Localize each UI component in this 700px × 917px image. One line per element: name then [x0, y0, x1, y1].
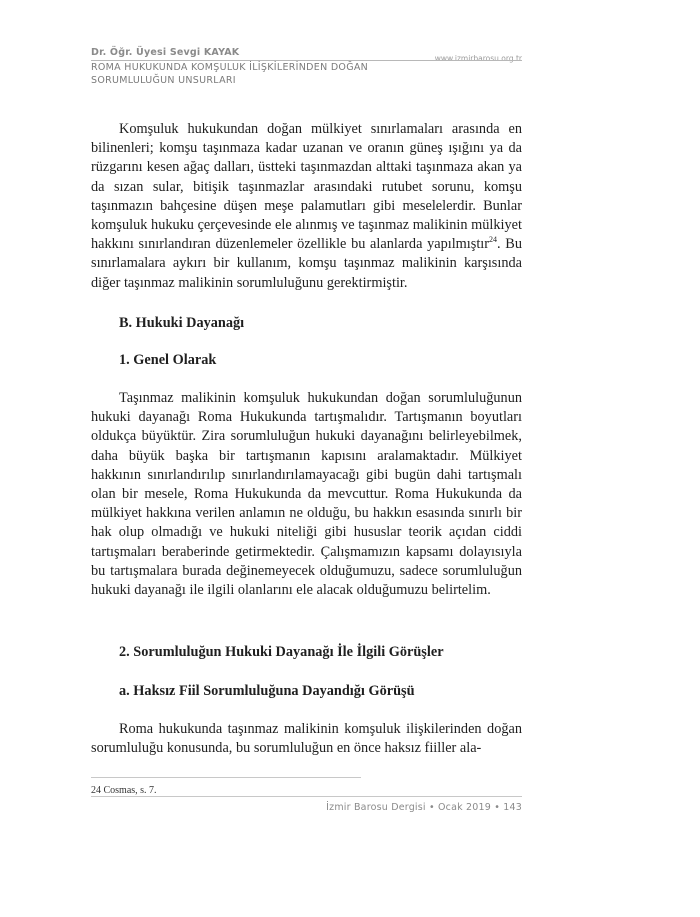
- heading-a-haksiz-fiil: a. Haksız Fiil Sorumluluğuna Dayandığı Görüşü: [119, 683, 415, 699]
- footer-rule: [91, 796, 522, 797]
- heading-1-genel-olarak: 1. Genel Olarak: [119, 352, 217, 368]
- footnote-24: [91, 785, 157, 796]
- footnote-text: Cosmas, s. 7.: [101, 785, 157, 796]
- paragraph-1-text-b: . Bu sınırlamalara aykırı bir kullanım, komşu taşınmaz malikinin karşısında diğer taşınmaz malikinin sorumluluğunu gerektirmiştir.: [91, 236, 522, 291]
- paragraph-3: [91, 720, 522, 758]
- paragraph-1: [91, 120, 522, 293]
- footnote-rule: [91, 777, 361, 778]
- footnote-ref-24[interactable]: 24: [489, 235, 498, 245]
- heading-b-hukuki-dayanagi: B. Hukuki Dayanağı: [119, 315, 245, 331]
- paragraph-2: [91, 389, 522, 600]
- running-head-title: ROMA HUKUKUNDA KOMŞULUK İLİŞKİLERİNDEN DOĞAN SORUMLULUĞUN UNSURLARI: [91, 62, 369, 86]
- footnote-number: 24: [91, 785, 101, 796]
- running-head-author: Dr. Öğr. Üyesi Sevgi KAYAK: [91, 47, 240, 58]
- header-rule: [91, 60, 522, 61]
- footer-journal-info: İzmir Barosu Dergisi • Ocak 2019 • 143: [326, 802, 522, 813]
- heading-2-gorusler: 2. Sorumluluğun Hukuki Dayanağı İle İlgili Görüşler: [119, 644, 444, 660]
- paragraph-2-text: Taşınmaz malikinin komşuluk hukukundan doğan sorumluluğunun hukuki dayanağı Roma Hukukunda tartışmalıdır. Tartışmanın boyutları oldukça büyüktür. Zira sorumluluğun hukuki dayanağını belirleyebilmek, daha büyük başka bir tartışmanın kapısını aralamaktadır. Mülkiyet hakkının sınırlandırılıp sınırlandırılamayacağı gibi bugün dahi tartışmalı olan bir mesele, Roma Hukukunda da mevcuttur. Roma Hukukunda da mülkiyet hakkına verilen anlamın ne olduğu, bu hakkın esasında sınırlı bir hak olup olmadığı ve hukuki niteliği gibi hususlar teorik açıdan ciddi tartışmaları beraberinde getirmektedir. Çalışmamızın kapsamı dolayısıyla bu tartışmalara burada değinemeyecek olduğumuzu, sadece sorumluluğun hukuki dayanağı ile ilgili olanlarını ele alacak olduğumuzu belirtelim.: [91, 390, 522, 599]
- paragraph-1-text-a: Komşuluk hukukundan doğan mülkiyet sınırlamaları arasında en bilinenleri; komşu taşınmaza kadar uzanan ve oranın güneş ışığını ya da rüzgarını kesen ağaç dalları, üstteki taşınmazdan alttaki taşınmaza akan ya da sızan sular, bitişik taşınmazlar arasındaki rutubet sorunu, komşu taşınmazın bahçesine düşen meşe palamutları gibi meselelerdir. Bunlar komşuluk hukuku çerçevesinde ele alınmış ve taşınmaz malikinin mülkiyet hakkını sınırlandıran düzenlemeler özellikle bu alanlarda yapılmıştır: [91, 121, 522, 253]
- paragraph-3-text: Roma hukukunda taşınmaz malikinin komşuluk ilişkilerinden doğan sorumluluğu konusunda, bu sorumluluğun en önce haksız fiiller ala-: [91, 721, 522, 757]
- journal-url[interactable]: www.izmirbarosu.org.tr: [434, 54, 522, 63]
